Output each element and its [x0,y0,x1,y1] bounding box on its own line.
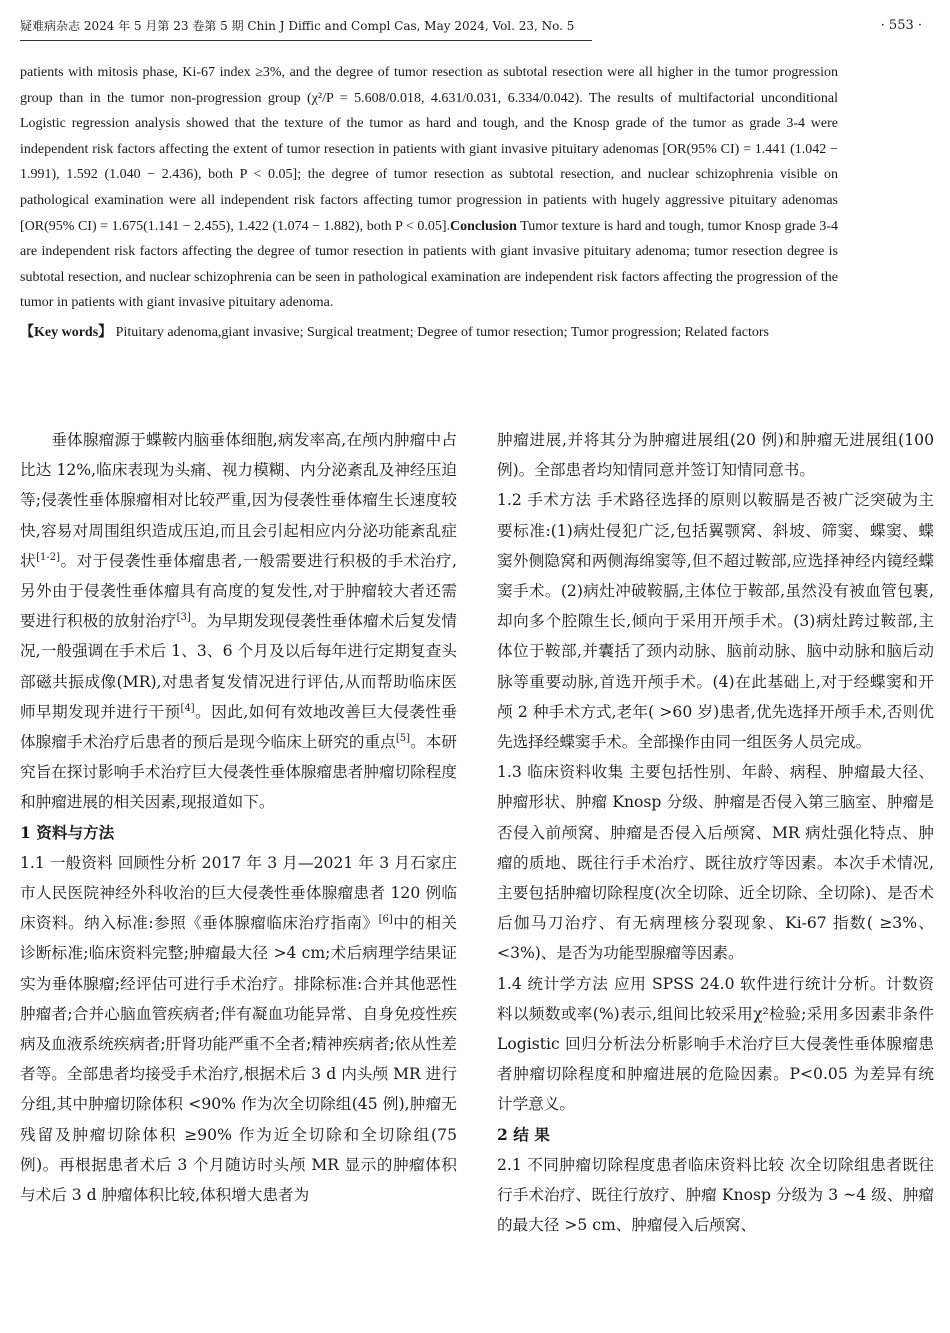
header-rule [20,40,592,41]
abstract-text [20,60,838,316]
section-heading-methods: 1 资料与方法 [20,822,115,842]
continued-paragraph: 肿瘤进展,并将其分为肿瘤进展组(20 例)和肿瘤无进展组(100 例)。全部患者均知情同意并签订知情同意书。 [497,431,934,480]
journal-citation: 疑难病杂志 2024 年 5 月第 23 卷第 5 期 Chin J Diffic and Compl Cas, May 2024, Vol. 23, No. 5 [20,19,575,33]
citation-ref: [4] [180,702,195,714]
intro-text-1: 垂体腺瘤源于蝶鞍内脑垂体细胞,病发率高,在颅内肿瘤中占比达 12%,临床表现为头痛、视力模糊、内分泌紊乱及神经压迫等;侵袭性垂体腺瘤相对比较严重,因为侵袭性垂体瘤生长速度较快,容易对周围组织造成压迫,而且会引起相应内分泌功能紊乱症状 [20,431,457,570]
running-header [20,12,932,40]
conclusion-label: Conclusion [450,218,517,234]
abstract-results: patients with mitosis phase, Ki-67 index ≥3%, and the degree of tumor resection as subtotal resection were all higher in the tumor progression group than in the tumor non-progression group (χ²/P = 5.608/0.018, 4.631/0.031, 6.334/0.042). The results of multifactorial unconditional Logistic regression analysis showed that the texture of the tumor as hard and tough, and the Knosp grade of the tumor as grade 3-4 were independent risk factors affecting the extent of tumor resection in patients with giant invasive pituitary adenomas [OR(95% CI) = 1.441 (1.042 − 1.991), 1.592 (1.040 − 2.436), both P < 0.05]; the degree of tumor resection as subtotal resection, and nuclear schizophrenia visible on pathological examination were all independent risk factors affecting tumor progression in patients with hugely aggressive pituitary adenomas [OR(95% CI) = 1.675(1.141 − 2.455), 1.422 (1.074 − 1.882), both P < 0.05]. [20,65,838,234]
intro-paragraph [20,425,457,818]
general-data-text-1: 1.1 一般资料 回顾性分析 2017 年 3 月—2021 年 3 月石家庄市人民医院神经外科收治的巨大侵袭性垂体腺瘤患者 120 例临床资料。纳入标准:参照《垂体腺瘤临床治疗指南》 [20,853,457,933]
section-heading-results: 2 结 果 [497,1124,550,1144]
subsection-clinical-data: 1.3 临床资料收集 主要包括性别、年龄、病程、肿瘤最大径、肿瘤形状、肿瘤 Knosp 分级、肿瘤是否侵入第三脑室、肿瘤是否侵入前颅窝、肿瘤是否侵入后颅窝、MR 病灶强化特点、肿瘤的质地、既往行手术治疗、既往放疗等因素。本次手术情况,主要包括肿瘤切除程度(次全切除、近全切除、全切除)、是否术后伽马刀治疗、有无病理核分裂现象、Ki-67 指数( ≥3%、<3%)、是否为功能型腺瘤等因素。 [497,763,934,963]
citation-ref: [1-2] [36,551,60,563]
page-number: · 553 · [880,18,922,33]
citation-ref: [6] [378,914,393,926]
keywords-line [20,320,838,346]
conclusion-text: Tumor texture is hard and tough, tumor Knosp grade 3-4 are independent risk factors affecting the degree of tumor resection in patients with giant invasive pituitary adenoma; tumor resection degree is subtotal resection, and nuclear schizophrenia can be seen in pathological examination are independent risk factors affecting the progression of the tumor in patients with giant invasive pituitary adenoma. [20,218,838,311]
english-abstract [20,60,838,346]
intro-text-3: 。为早期发现侵袭性垂体瘤术后复发情况,一般强调在手术后 1、3、6 个月及以后每年进行定期复查头部磁共振成像(MR),对患者复发情况进行评估,从而帮助临床医师早期发现并进行干预 [20,612,457,721]
citation-ref: [3] [176,612,191,624]
intro-text-5: 。本研究旨在探讨影响手术治疗巨大侵袭性垂体腺瘤患者肿瘤切除程度和肿瘤进展的相关因素,现报道如下。 [20,733,457,812]
subsection-general-data [20,848,457,1210]
keywords-label: 【Key words】 [20,324,113,340]
intro-text-4: 。因此,如何有效地改善巨大侵袭性垂体腺瘤手术治疗后患者的预后是现今临床上研究的重点 [20,702,457,752]
citation-ref: [5] [395,732,410,744]
general-data-text-2: 中的相关诊断标准;临床资料完整;肿瘤最大径 >4 cm;术后病理学结果证实为垂体腺瘤;经评估可进行手术治疗。排除标准:合并其他恶性肿瘤者;合并心脑血管疾病者;伴有凝血功能异常、自身免疫性疾病及血液系统疾病者;肝肾功能严重不全者;精神疾病者;依从性差者等。全部患者均接受手术治疗,根据术后 3 d 内头颅 MR 进行分组,其中肿瘤切除体积 <90% 作为次全切除组(45 例),肿瘤无残留及肿瘤切除体积 ≥90% 作为近全切除和全切除组(75 例)。再根据患者术后 3 个月随访时头颅 MR 显示的肿瘤体积与术后 3 d 肿瘤体积比较,体积增大患者为 [20,914,457,1205]
keywords-text: Pituitary adenoma,giant invasive; Surgical treatment; Degree of tumor resection; Tumor progression; Related factors [112,324,769,340]
left-column [20,425,457,1210]
subsection-statistics: 1.4 统计学方法 应用 SPSS 24.0 软件进行统计分析。计数资料以频数或率(%)表示,组间比较采用χ²检验;采用多因素非条件 Logistic 回归分析法分析影响手术治疗巨大侵袭性垂体腺瘤患者肿瘤切除程度和肿瘤进展的危险因素。P<0.05 为差异有统计学意义。 [497,974,934,1114]
subsection-surgical-method: 1.2 手术方法 手术路径选择的原则以鞍膈是否被广泛突破为主要标准:(1)病灶侵犯广泛,包括翼颚窝、斜坡、筛窦、蝶窦、蝶窦外侧隐窝和两侧海绵窦等,但不超过鞍部,应选择神经内镜经蝶窦手术。(2)病灶冲破鞍膈,主体位于鞍部,虽然没有被血管包裹,却向多个腔隙生长,倾向于采用开颅手术。(3)病灶跨过鞍部,主体位于鞍部,并囊括了颈内动脉、脑前动脉、脑中动脉和脑后动脉等重要动脉,首选开颅手术。(4)在此基础上,对于经蝶窦和开颅 2 种手术方式,老年( >60 岁)患者,优先选择开颅手术,否则优先选择经蝶窦手术。全部操作由同一组医务人员完成。 [497,491,934,752]
right-column [497,425,934,1240]
subsection-results-comparison: 2.1 不同肿瘤切除程度患者临床资料比较 次全切除组患者既往行手术治疗、既往行放疗、肿瘤 Knosp 分级为 3 ~4 级、肿瘤的最大径 >5 cm、肿瘤侵入后颅窝、 [497,1155,934,1235]
intro-text-2: 。对于侵袭性垂体瘤患者,一般需要进行积极的手术治疗,另外由于侵袭性垂体瘤具有高度的复发性,对于肿瘤较大者还需要进行积极的放射治疗 [20,551,457,631]
